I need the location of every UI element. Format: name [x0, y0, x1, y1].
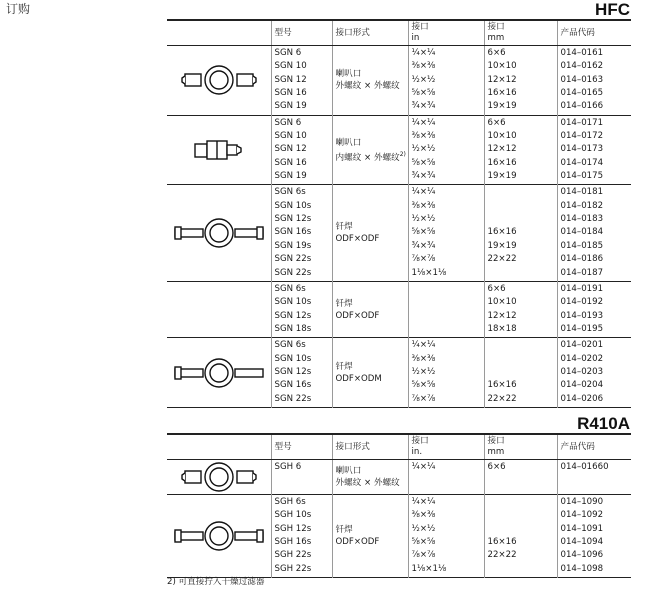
mm-size: [488, 509, 554, 522]
inch-size: 1⅛×1⅛: [411, 267, 447, 278]
connection-type-detail: [336, 80, 405, 92]
r410a-table: [167, 435, 631, 578]
hfc-group-row: [167, 115, 631, 185]
product-code: 014–0161: [560, 48, 604, 58]
mm-size: 16×16: [487, 380, 517, 391]
model-number: SGN 6s: [274, 187, 306, 198]
model-number: SGN 6: [274, 117, 302, 128]
mm-size: 6×6: [487, 117, 506, 128]
product-code: 014–0201: [560, 340, 604, 351]
mm-size: 18×18: [487, 323, 517, 334]
hfc-inch-size-cell: [408, 46, 484, 116]
inch-size: 1⅛×1⅛: [411, 563, 447, 574]
product-code: 014–0204: [560, 380, 604, 391]
r410a-product-code-cell: [557, 460, 631, 495]
product-code: 014–0181: [560, 187, 604, 198]
hfc-connection-type-cell: [332, 185, 408, 281]
r410a-header-conn-mm: 接口 mm: [484, 435, 557, 460]
model-number: SGN 22s: [274, 267, 312, 278]
solder-odf-sight-glass-icon: [173, 216, 265, 250]
inch-size: ⅝×⅝: [411, 227, 436, 238]
inch-size: ¼×¼: [411, 462, 436, 472]
flare-flare-sight-glass-icon: [173, 63, 265, 97]
connection-type-detail-text: 内螺纹 × 外螺纹: [335, 152, 400, 163]
model-number: SGH 10s: [274, 510, 312, 521]
r410a-header-connection: 接口形式: [332, 435, 408, 460]
connection-type-detail: [336, 310, 405, 322]
product-code: 014–0163: [560, 74, 604, 85]
mm-size: [488, 186, 554, 199]
hfc-product-image-cell: [167, 281, 271, 337]
model-number: SGH 12s: [274, 523, 312, 534]
mm-size: 22×22: [487, 550, 517, 561]
r410a-inch-size-cell: [408, 460, 484, 495]
connection-type-detail-text: ODF×ODM: [335, 373, 382, 384]
model-number: SGH 6s: [274, 497, 306, 507]
hfc-connection-type-cell: [332, 46, 408, 116]
hfc-mm-size-cell: [484, 185, 557, 281]
product-code: 014–0191: [560, 283, 604, 294]
connection-type-detail-text: ODF×ODF: [335, 234, 380, 245]
connection-type-detail-text: 外螺纹 × 外螺纹: [335, 478, 400, 488]
hfc-product-image-cell: [167, 46, 271, 116]
inch-size: ⅝×⅝: [411, 380, 436, 391]
mm-size: 12×12: [487, 74, 517, 85]
model-number: SGN 12: [274, 74, 307, 85]
mm-size: 12×12: [487, 310, 517, 321]
hfc-model-cell: [271, 338, 332, 408]
hfc-header-image: [167, 21, 271, 46]
model-number: SGN 19s: [274, 240, 312, 251]
mm-size: 10×10: [487, 297, 517, 308]
hfc-group: [167, 338, 631, 408]
product-code: 014–0165: [560, 88, 604, 99]
r410a-header-row: [167, 435, 631, 460]
model-number: SGN 22s: [274, 393, 312, 404]
r410a-header-model: 型号: [271, 435, 332, 460]
hfc-group: [167, 185, 631, 281]
mm-size: 10×10: [487, 61, 517, 72]
mm-size: [488, 523, 554, 536]
inch-size: ⅝×⅝: [411, 157, 436, 168]
hfc-inch-size-cell: [408, 115, 484, 185]
product-code: 014–1090: [560, 497, 604, 507]
mm-size: [488, 496, 554, 509]
model-number: SGN 6s: [274, 340, 306, 351]
model-number: SGN 12s: [274, 214, 312, 225]
connection-type: 喇叭口: [335, 69, 362, 80]
solder-odf-sight-glass-icon: [173, 519, 265, 553]
model-number: SGN 6: [274, 48, 302, 58]
product-code: 014–0193: [560, 310, 604, 321]
product-code: 014–0185: [560, 240, 604, 251]
inch-size: ¼×¼: [411, 497, 436, 507]
page-label: 订购: [6, 2, 31, 16]
hfc-product-code-cell: [557, 281, 631, 337]
hfc-mm-size-cell: [484, 115, 557, 185]
product-code: 014–01660: [560, 462, 609, 472]
connection-type-detail: [336, 477, 405, 489]
inch-size: [412, 296, 481, 309]
mm-size: 19×19: [487, 240, 517, 251]
r410a-group-row: [167, 460, 631, 495]
connection-type-detail-text: ODF×ODF: [335, 537, 380, 548]
product-code: 014–0175: [560, 171, 604, 182]
connection-type-detail-text: ODF×ODF: [335, 310, 380, 321]
product-code: 014–0182: [560, 200, 604, 211]
inch-size: ¾×¾: [411, 171, 436, 182]
inch-size: ½×½: [411, 74, 436, 85]
inch-size: [412, 323, 481, 336]
model-number: SGH 16s: [274, 537, 312, 548]
r410a-mm-size-cell: [484, 495, 557, 578]
model-number: SGN 19: [274, 101, 307, 112]
connection-type-detail: [336, 149, 405, 164]
inch-size: ¾×¾: [411, 240, 436, 251]
hfc-header-connection: 接口形式: [332, 21, 408, 46]
r410a-header-code: 产品代码: [557, 435, 631, 460]
inch-size: ⅜×⅜: [411, 200, 436, 211]
mm-size: [488, 267, 554, 280]
hfc-header-row: [167, 21, 631, 46]
hfc-connection-type-cell: [332, 281, 408, 337]
hfc-header-conn-mm: 接口 mm: [484, 21, 557, 46]
hfc-group-row: [167, 281, 631, 337]
r410a-header-conn-in: 接口 in.: [408, 435, 484, 460]
model-number: SGN 12: [274, 144, 307, 155]
connection-type-detail: [336, 373, 405, 385]
mm-size: 16×16: [487, 157, 517, 168]
mm-size: [488, 213, 554, 226]
mm-size: 22×22: [487, 393, 517, 404]
product-code: 014–0171: [560, 117, 604, 128]
model-number: SGN 16s: [274, 380, 312, 391]
hfc-group: [167, 46, 631, 116]
r410a-title: R410A: [577, 414, 630, 433]
model-number: SGN 10s: [274, 297, 312, 308]
mm-size: 12×12: [487, 144, 517, 155]
connection-type-detail: [336, 233, 405, 245]
r410a-product-image-cell: [167, 495, 271, 578]
r410a-mm-size-cell: [484, 460, 557, 495]
r410a-model-cell: [271, 495, 332, 578]
r410a-connection-type-cell: [332, 460, 408, 495]
model-number: SGN 16: [274, 88, 307, 99]
mm-size: 6×6: [487, 48, 506, 58]
product-code: 014–0192: [560, 297, 604, 308]
connection-type: 钎焊: [335, 361, 353, 372]
hfc-header-code: 产品代码: [557, 21, 631, 46]
hfc-product-image-cell: [167, 338, 271, 408]
hfc-mm-size-cell: [484, 338, 557, 408]
mm-size: [488, 563, 554, 576]
inch-size: ⅝×⅝: [411, 88, 436, 99]
product-code: 014–0183: [560, 214, 604, 225]
hfc-model-cell: [271, 185, 332, 281]
hfc-table: [167, 21, 631, 408]
hfc-model-cell: [271, 281, 332, 337]
inch-size: [412, 310, 481, 323]
connection-type: 钎焊: [335, 222, 353, 233]
model-number: SGN 10s: [274, 353, 312, 364]
hfc-product-code-cell: [557, 185, 631, 281]
model-number: SGH 22s: [274, 563, 312, 574]
model-number: SGN 12s: [274, 310, 312, 321]
product-code: 014–0172: [560, 131, 604, 142]
inch-size: ⅞×⅞: [411, 393, 436, 404]
inch-size: ½×½: [411, 214, 436, 225]
hfc-header-conn-in: 接口 in: [408, 21, 484, 46]
mm-size: 6×6: [487, 462, 506, 472]
hfc-group-row: [167, 338, 631, 408]
hfc-group-row: [167, 46, 631, 116]
inch-size: ¼×¼: [411, 340, 436, 351]
flare-flare-sight-glass-icon: [173, 460, 265, 494]
product-code: 014–0186: [560, 254, 604, 265]
hfc-inch-size-cell: [408, 338, 484, 408]
hfc-group-row: [167, 185, 631, 281]
footnote: 2) 可直接拧入干燥过滤器: [167, 577, 265, 587]
inch-size: ⅜×⅜: [411, 61, 436, 72]
product-code: 014–0206: [560, 393, 604, 404]
inch-size: ⅜×⅜: [411, 353, 436, 364]
model-number: SGN 6s: [274, 283, 306, 294]
model-number: SGN 10: [274, 131, 307, 142]
solder-odm-sight-glass-icon: [173, 356, 265, 390]
inch-size: ⅞×⅞: [411, 254, 436, 265]
product-code: 014–0202: [560, 353, 604, 364]
hfc-mm-size-cell: [484, 46, 557, 116]
mm-size: [488, 339, 554, 352]
inch-size: ¼×¼: [411, 187, 436, 198]
r410a-product-image-cell: [167, 460, 271, 495]
model-number: SGN 22s: [274, 254, 312, 265]
inch-size: [412, 283, 481, 296]
hfc-product-code-cell: [557, 338, 631, 408]
connection-type: 喇叭口: [335, 466, 362, 476]
r410a-group: [167, 495, 631, 578]
product-code: 014–0162: [560, 61, 604, 72]
hfc-connection-type-cell: [332, 115, 408, 185]
hfc-header-model: 型号: [271, 21, 332, 46]
r410a-group: [167, 460, 631, 495]
product-code: 014–1091: [560, 523, 604, 534]
mm-size: 10×10: [487, 131, 517, 142]
mm-size: 16×16: [487, 88, 517, 99]
model-number: SGN 18s: [274, 323, 312, 334]
inch-size: ½×½: [411, 523, 436, 534]
mm-size: [488, 200, 554, 213]
flare-internal-external-sight-glass-icon: [173, 133, 265, 167]
inch-size: ¼×¼: [411, 48, 436, 58]
mm-size: [488, 353, 554, 366]
hfc-product-code-cell: [557, 46, 631, 116]
hfc-product-image-cell: [167, 185, 271, 281]
product-code: 014–0195: [560, 323, 604, 334]
mm-size: 22×22: [487, 254, 517, 265]
r410a-connection-type-cell: [332, 495, 408, 578]
product-code: 014–0173: [560, 144, 604, 155]
r410a-header-image: [167, 435, 271, 460]
hfc-group: [167, 115, 631, 185]
hfc-title: HFC: [595, 0, 630, 19]
connection-type: 钎焊: [335, 298, 353, 309]
hfc-product-code-cell: [557, 115, 631, 185]
product-code: 014–1094: [560, 537, 604, 548]
mm-size: 19×19: [487, 171, 517, 182]
hfc-product-image-cell: [167, 115, 271, 185]
inch-size: ⅜×⅜: [411, 131, 436, 142]
connection-type: 钎焊: [335, 525, 353, 536]
connection-type: 喇叭口: [335, 137, 362, 148]
mm-size: 16×16: [487, 537, 517, 548]
mm-size: 16×16: [487, 227, 517, 238]
model-number: SGN 10: [274, 61, 307, 72]
product-code: 014–1096: [560, 550, 604, 561]
model-number: SGH 6: [274, 462, 302, 472]
r410a-inch-size-cell: [408, 495, 484, 578]
model-number: SGN 19: [274, 171, 307, 182]
product-code: 014–1092: [560, 510, 604, 521]
model-number: SGN 16s: [274, 227, 312, 238]
inch-size: ⅞×⅞: [411, 550, 436, 561]
inch-size: ¾×¾: [411, 101, 436, 112]
r410a-group-row: [167, 495, 631, 578]
model-number: SGN 12s: [274, 366, 312, 377]
footnote-ref: 2): [399, 150, 406, 158]
mm-size: 19×19: [487, 101, 517, 112]
product-code: 014–0187: [560, 267, 604, 278]
inch-size: ½×½: [411, 366, 436, 377]
hfc-group: [167, 281, 631, 337]
inch-size: ⅝×⅝: [411, 537, 436, 548]
product-code: 014–0184: [560, 227, 604, 238]
product-code: 014–0174: [560, 157, 604, 168]
inch-size: ¼×¼: [411, 117, 436, 128]
model-number: SGN 16: [274, 157, 307, 168]
connection-type-detail: [336, 536, 405, 548]
model-number: SGN 10s: [274, 200, 312, 211]
hfc-model-cell: [271, 115, 332, 185]
hfc-inch-size-cell: [408, 281, 484, 337]
hfc-inch-size-cell: [408, 185, 484, 281]
hfc-connection-type-cell: [332, 338, 408, 408]
r410a-model-cell: [271, 460, 332, 495]
hfc-mm-size-cell: [484, 281, 557, 337]
connection-type-detail-text: 外螺纹 × 外螺纹: [335, 81, 400, 92]
inch-size: ⅜×⅜: [411, 510, 436, 521]
mm-size: 6×6: [487, 283, 506, 294]
inch-size: ½×½: [411, 144, 436, 155]
r410a-product-code-cell: [557, 495, 631, 578]
model-number: SGH 22s: [274, 550, 312, 561]
hfc-model-cell: [271, 46, 332, 116]
product-code: 014–1098: [560, 563, 604, 574]
product-code: 014–0166: [560, 101, 604, 112]
mm-size: [488, 366, 554, 379]
product-code: 014–0203: [560, 366, 604, 377]
